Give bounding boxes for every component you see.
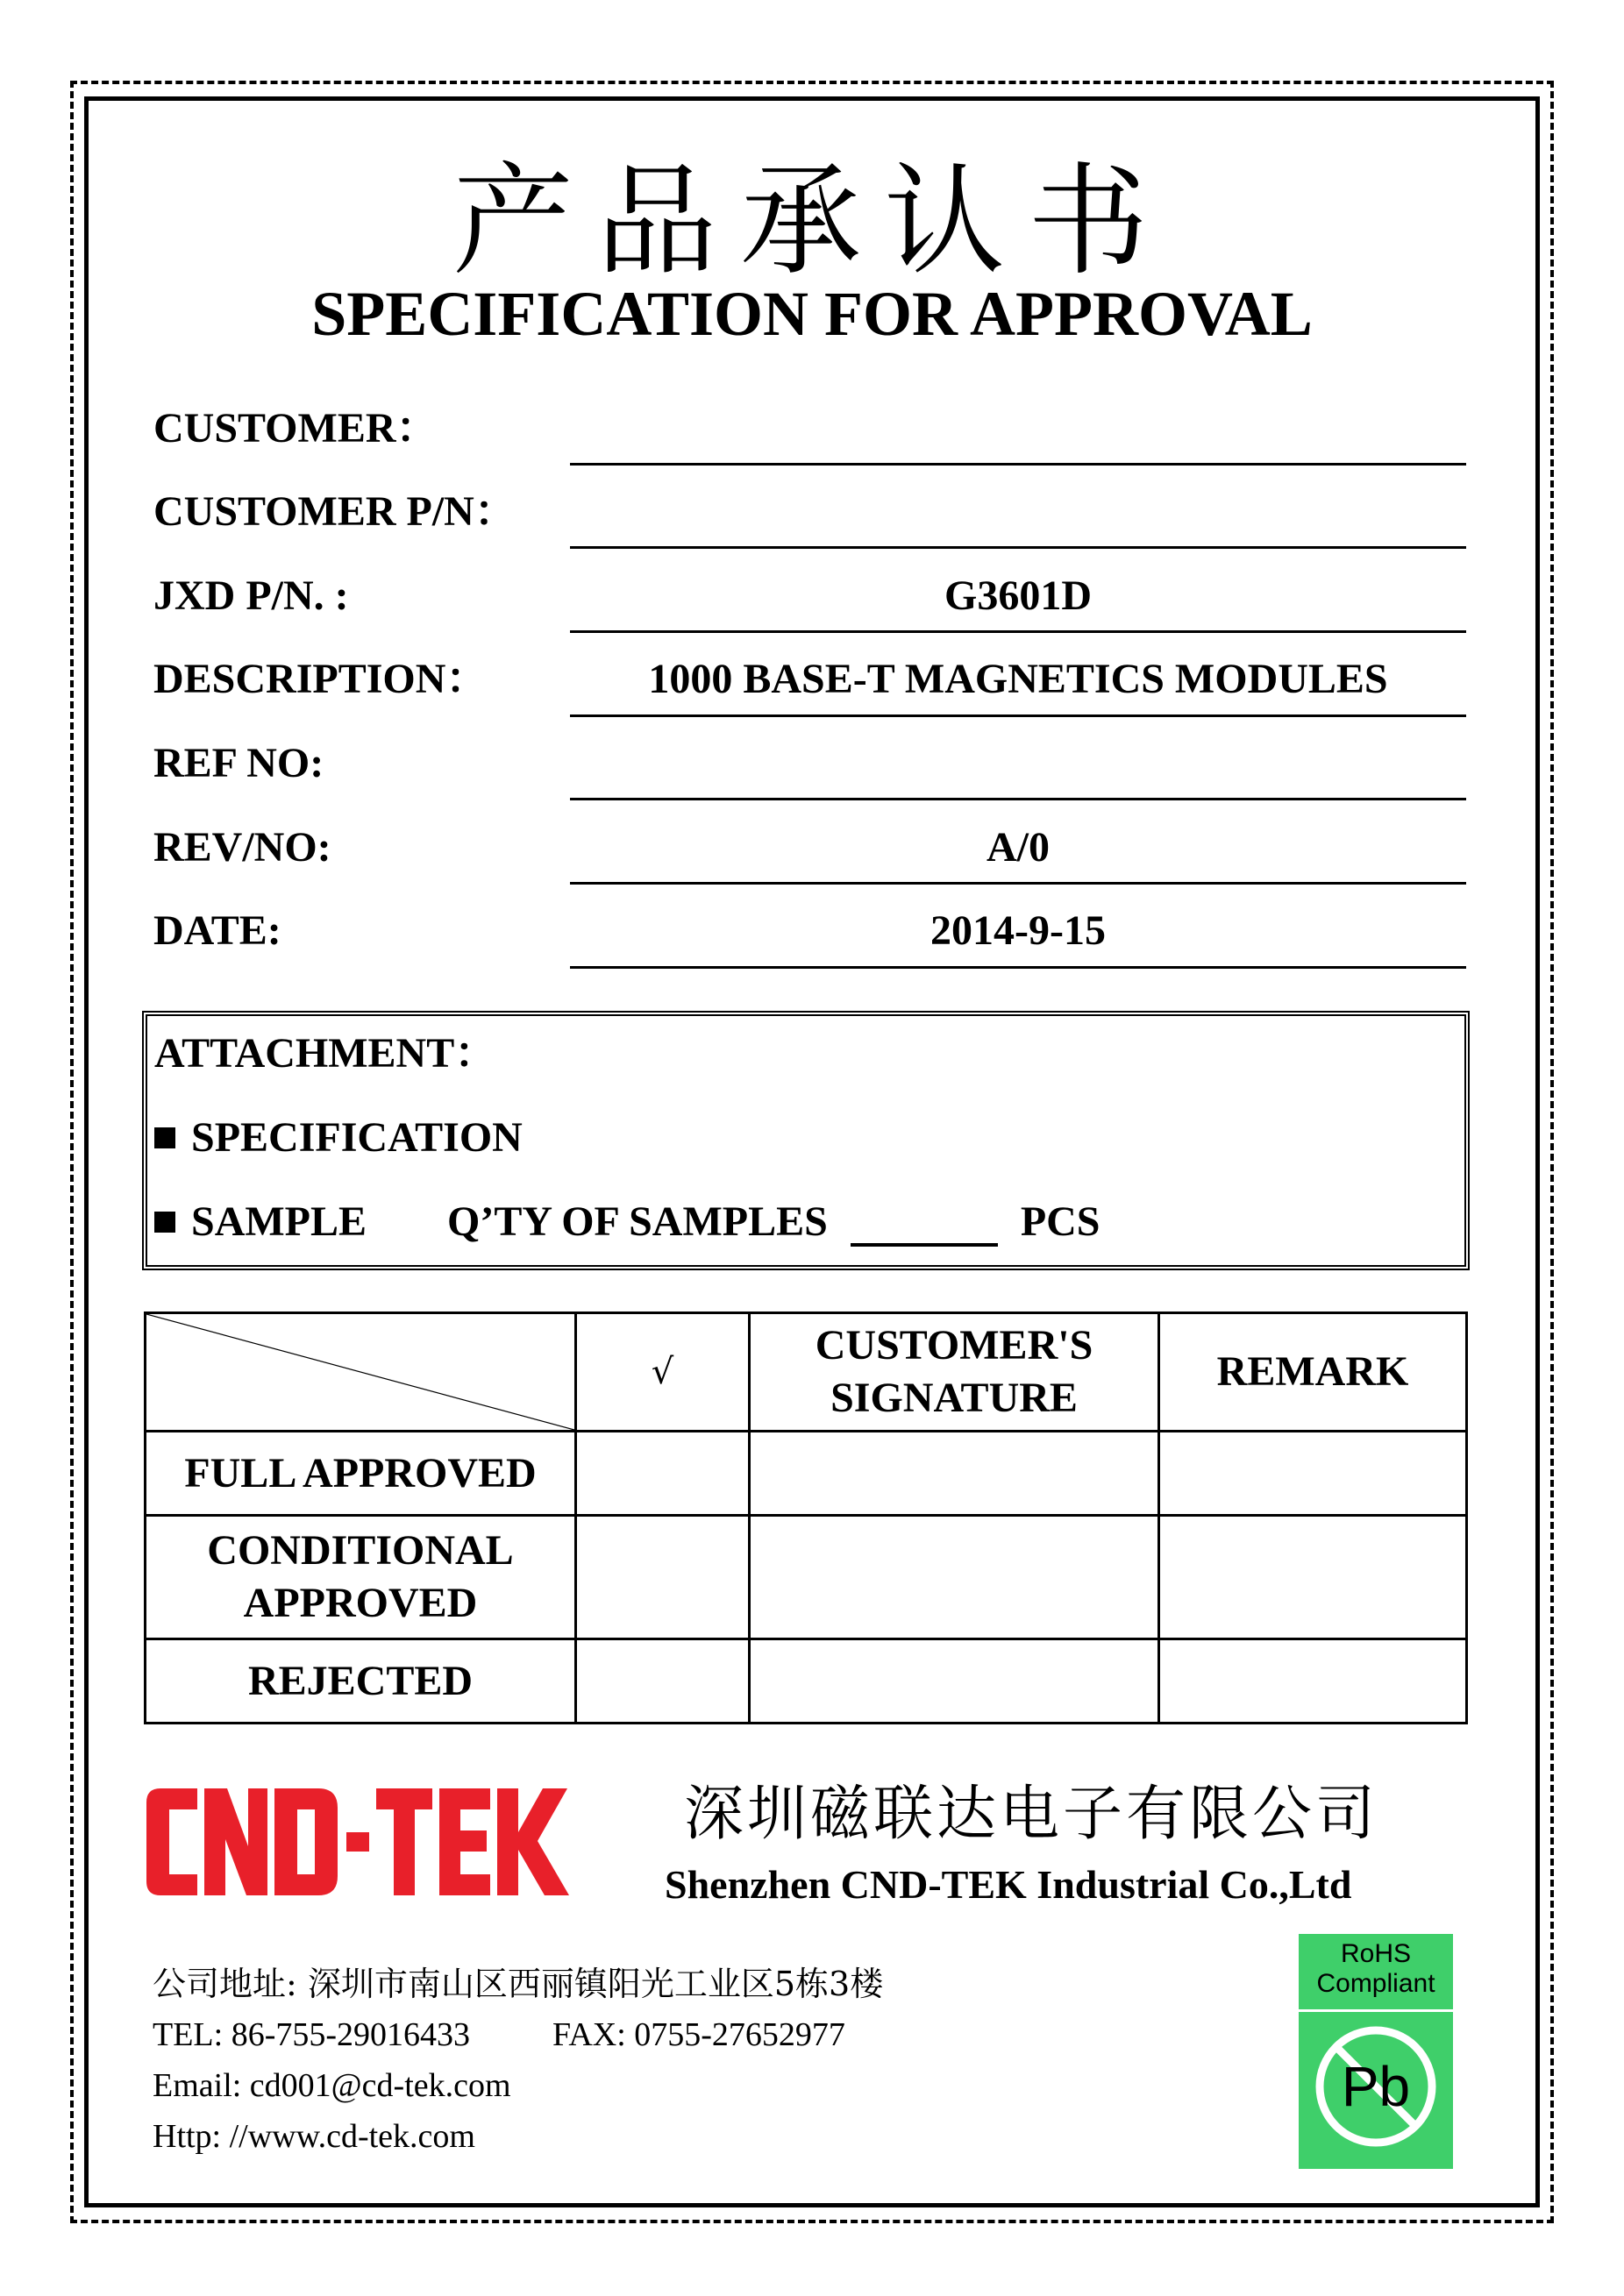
field-label-description: DESCRIPTION： xyxy=(153,656,488,702)
cell-check-conditional[interactable] xyxy=(576,1516,750,1639)
cell-remark-rejected[interactable] xyxy=(1159,1639,1467,1724)
company-logo xyxy=(143,1785,573,1903)
company-email[interactable]: Email: cd001@cd-tek.com xyxy=(153,2067,511,2104)
rohs-symbol: Pb xyxy=(1341,2055,1411,2118)
rohs-badge xyxy=(1299,1934,1453,2169)
company-address: 公司地址: 深圳市南山区西丽镇阳光工业区5栋3楼 xyxy=(153,1965,884,2003)
row-label-full-approved: FULL APPROVED xyxy=(146,1432,576,1516)
company-name-english: Shenzhen CND-TEK Industrial Co.,Ltd xyxy=(665,1862,1352,1907)
row-label-conditional-approved xyxy=(146,1516,576,1639)
bullet-square-icon xyxy=(154,1212,175,1233)
no-lead-icon xyxy=(1311,2022,1441,2151)
rohs-divider xyxy=(1299,2009,1453,2012)
cnd-tek-logo-icon xyxy=(143,1785,573,1899)
cell-signature-conditional[interactable] xyxy=(750,1516,1159,1639)
field-label-rev-no: REV/NO: xyxy=(153,824,331,871)
field-line-description xyxy=(570,714,1466,717)
cell-check-full[interactable] xyxy=(576,1432,750,1516)
row-label-conditional-line1: CONDITIONAL xyxy=(207,1527,514,1574)
row-label-conditional-line2: APPROVED xyxy=(243,1580,478,1626)
field-line-rev-no xyxy=(570,882,1466,885)
table-row xyxy=(146,1639,1467,1724)
field-value-date: 2014-9-15 xyxy=(930,907,1106,954)
field-label-customer-pn: CUSTOMER P/N： xyxy=(153,488,516,535)
bullet-square-icon xyxy=(154,1127,175,1148)
cell-signature-full[interactable] xyxy=(750,1432,1159,1516)
field-value-jxd-pn: G3601D xyxy=(944,572,1092,619)
field-label-customer: CUSTOMER： xyxy=(153,405,438,451)
qty-unit: PCS xyxy=(1020,1198,1100,1245)
cell-remark-full[interactable] xyxy=(1159,1432,1467,1516)
field-label-ref-no: REF NO: xyxy=(153,740,324,786)
header-signature-line2: SIGNATURE xyxy=(830,1375,1078,1421)
cell-signature-rejected[interactable] xyxy=(750,1639,1159,1724)
rohs-line1: RoHS xyxy=(1340,1939,1412,1968)
attachment-item2-label: SAMPLE xyxy=(191,1198,367,1245)
attachment-qty xyxy=(447,1198,1100,1247)
qty-label: Q’TY OF SAMPLES xyxy=(447,1198,828,1245)
table-row xyxy=(146,1432,1467,1516)
attachment-heading: ATTACHMENT： xyxy=(154,1030,497,1077)
field-value-description: 1000 BASE-T MAGNETICS MODULES xyxy=(648,656,1388,702)
field-line-jxd-pn xyxy=(570,630,1466,633)
table-row xyxy=(146,1516,1467,1639)
header-signature-line1: CUSTOMER'S xyxy=(815,1322,1093,1368)
approval-table xyxy=(144,1311,1468,1724)
header-check: √ xyxy=(576,1313,750,1432)
field-value-rev-no: A/0 xyxy=(987,824,1050,871)
field-label-jxd-pn: JXD P/N. : xyxy=(153,572,349,619)
cell-check-rejected[interactable] xyxy=(576,1639,750,1724)
attachment-item-sample xyxy=(154,1198,367,1247)
diagonal-corner-cell xyxy=(146,1313,576,1432)
table-header-row xyxy=(146,1313,1467,1432)
title-english: SPECIFICATION FOR APPROVAL xyxy=(311,279,1313,349)
diagonal-line xyxy=(146,1314,574,1430)
company-name-chinese: 深圳磁联达电子有限公司 xyxy=(684,1780,1379,1849)
company-tel: TEL: 86-755-29016433 xyxy=(153,2016,471,2053)
field-line-customer-pn xyxy=(570,546,1466,549)
rohs-label xyxy=(1299,1939,1453,1999)
attachment-item-specification xyxy=(154,1113,523,1162)
row-label-rejected: REJECTED xyxy=(146,1639,576,1724)
company-fax: FAX: 0755-27652977 xyxy=(552,2016,845,2053)
rohs-line2: Compliant xyxy=(1316,1969,1435,1998)
field-label-date: DATE: xyxy=(153,907,281,954)
title-chinese: 产品承认书 xyxy=(452,151,1172,292)
field-line-ref-no xyxy=(570,798,1466,800)
qty-blank-field[interactable] xyxy=(851,1208,998,1247)
cell-remark-conditional[interactable] xyxy=(1159,1516,1467,1639)
field-line-date xyxy=(570,966,1466,969)
attachment-item1-label: SPECIFICATION xyxy=(191,1114,523,1161)
header-signature xyxy=(750,1313,1159,1432)
header-remark: REMARK xyxy=(1159,1313,1467,1432)
company-website[interactable]: Http: //www.cd-tek.com xyxy=(153,2118,475,2155)
field-line-customer xyxy=(570,463,1466,466)
